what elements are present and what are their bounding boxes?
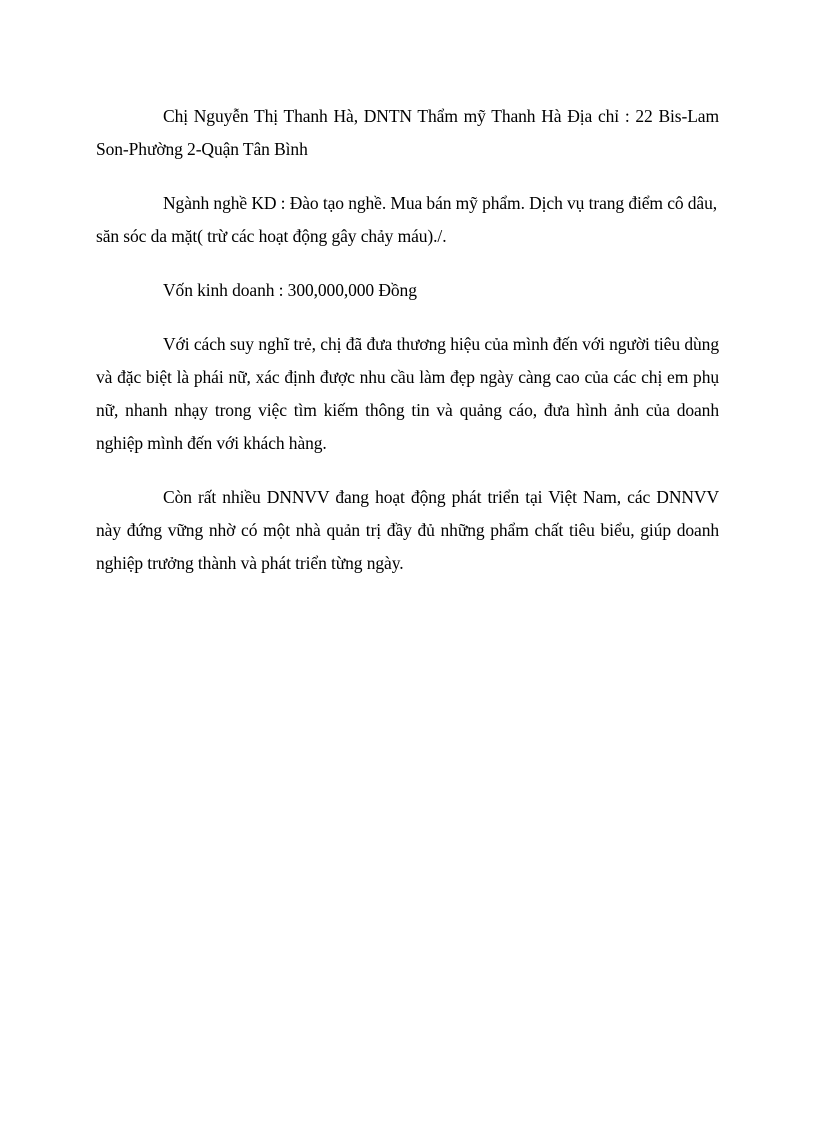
document-page xyxy=(96,100,719,601)
paragraph-capital: Vốn kinh doanh : 300,000,000 Đồng xyxy=(163,280,417,300)
paragraph-conclusion: Còn rất nhiều DNNVV đang hoạt động phát triển tại Việt Nam, các DNNVV này đứng vững nhờ có một nhà quản trị đầy đủ những phẩm chất tiêu biểu, giúp doanh nghiệp trưởng thành và phát triển từng ngày. xyxy=(96,487,719,573)
paragraph-business-lines: Ngành nghề KD : Đào tạo nghề. Mua bán mỹ phẩm. Dịch vụ trang điểm cô dâu, săn sóc da mặt( trừ các hoạt động gây chảy máu)./. xyxy=(96,193,718,246)
paragraph-brand-strategy: Với cách suy nghĩ trẻ, chị đã đưa thương hiệu của mình đến với người tiêu dùng và đặc biệt là phái nữ, xác định được nhu cầu làm đẹp ngày càng cao của các chị em phụ nữ, nhanh nhạy trong việc tìm kiếm thông tin và quảng cáo, đưa hình ảnh của doanh nghiệp mình đến với khách hàng. xyxy=(96,334,719,453)
paragraph-owner-info: Chị Nguyễn Thị Thanh Hà, DNTN Thẩm mỹ Thanh Hà Địa chỉ : 22 Bis-Lam Son-Phường 2-Quận Tân Bình xyxy=(96,106,719,159)
